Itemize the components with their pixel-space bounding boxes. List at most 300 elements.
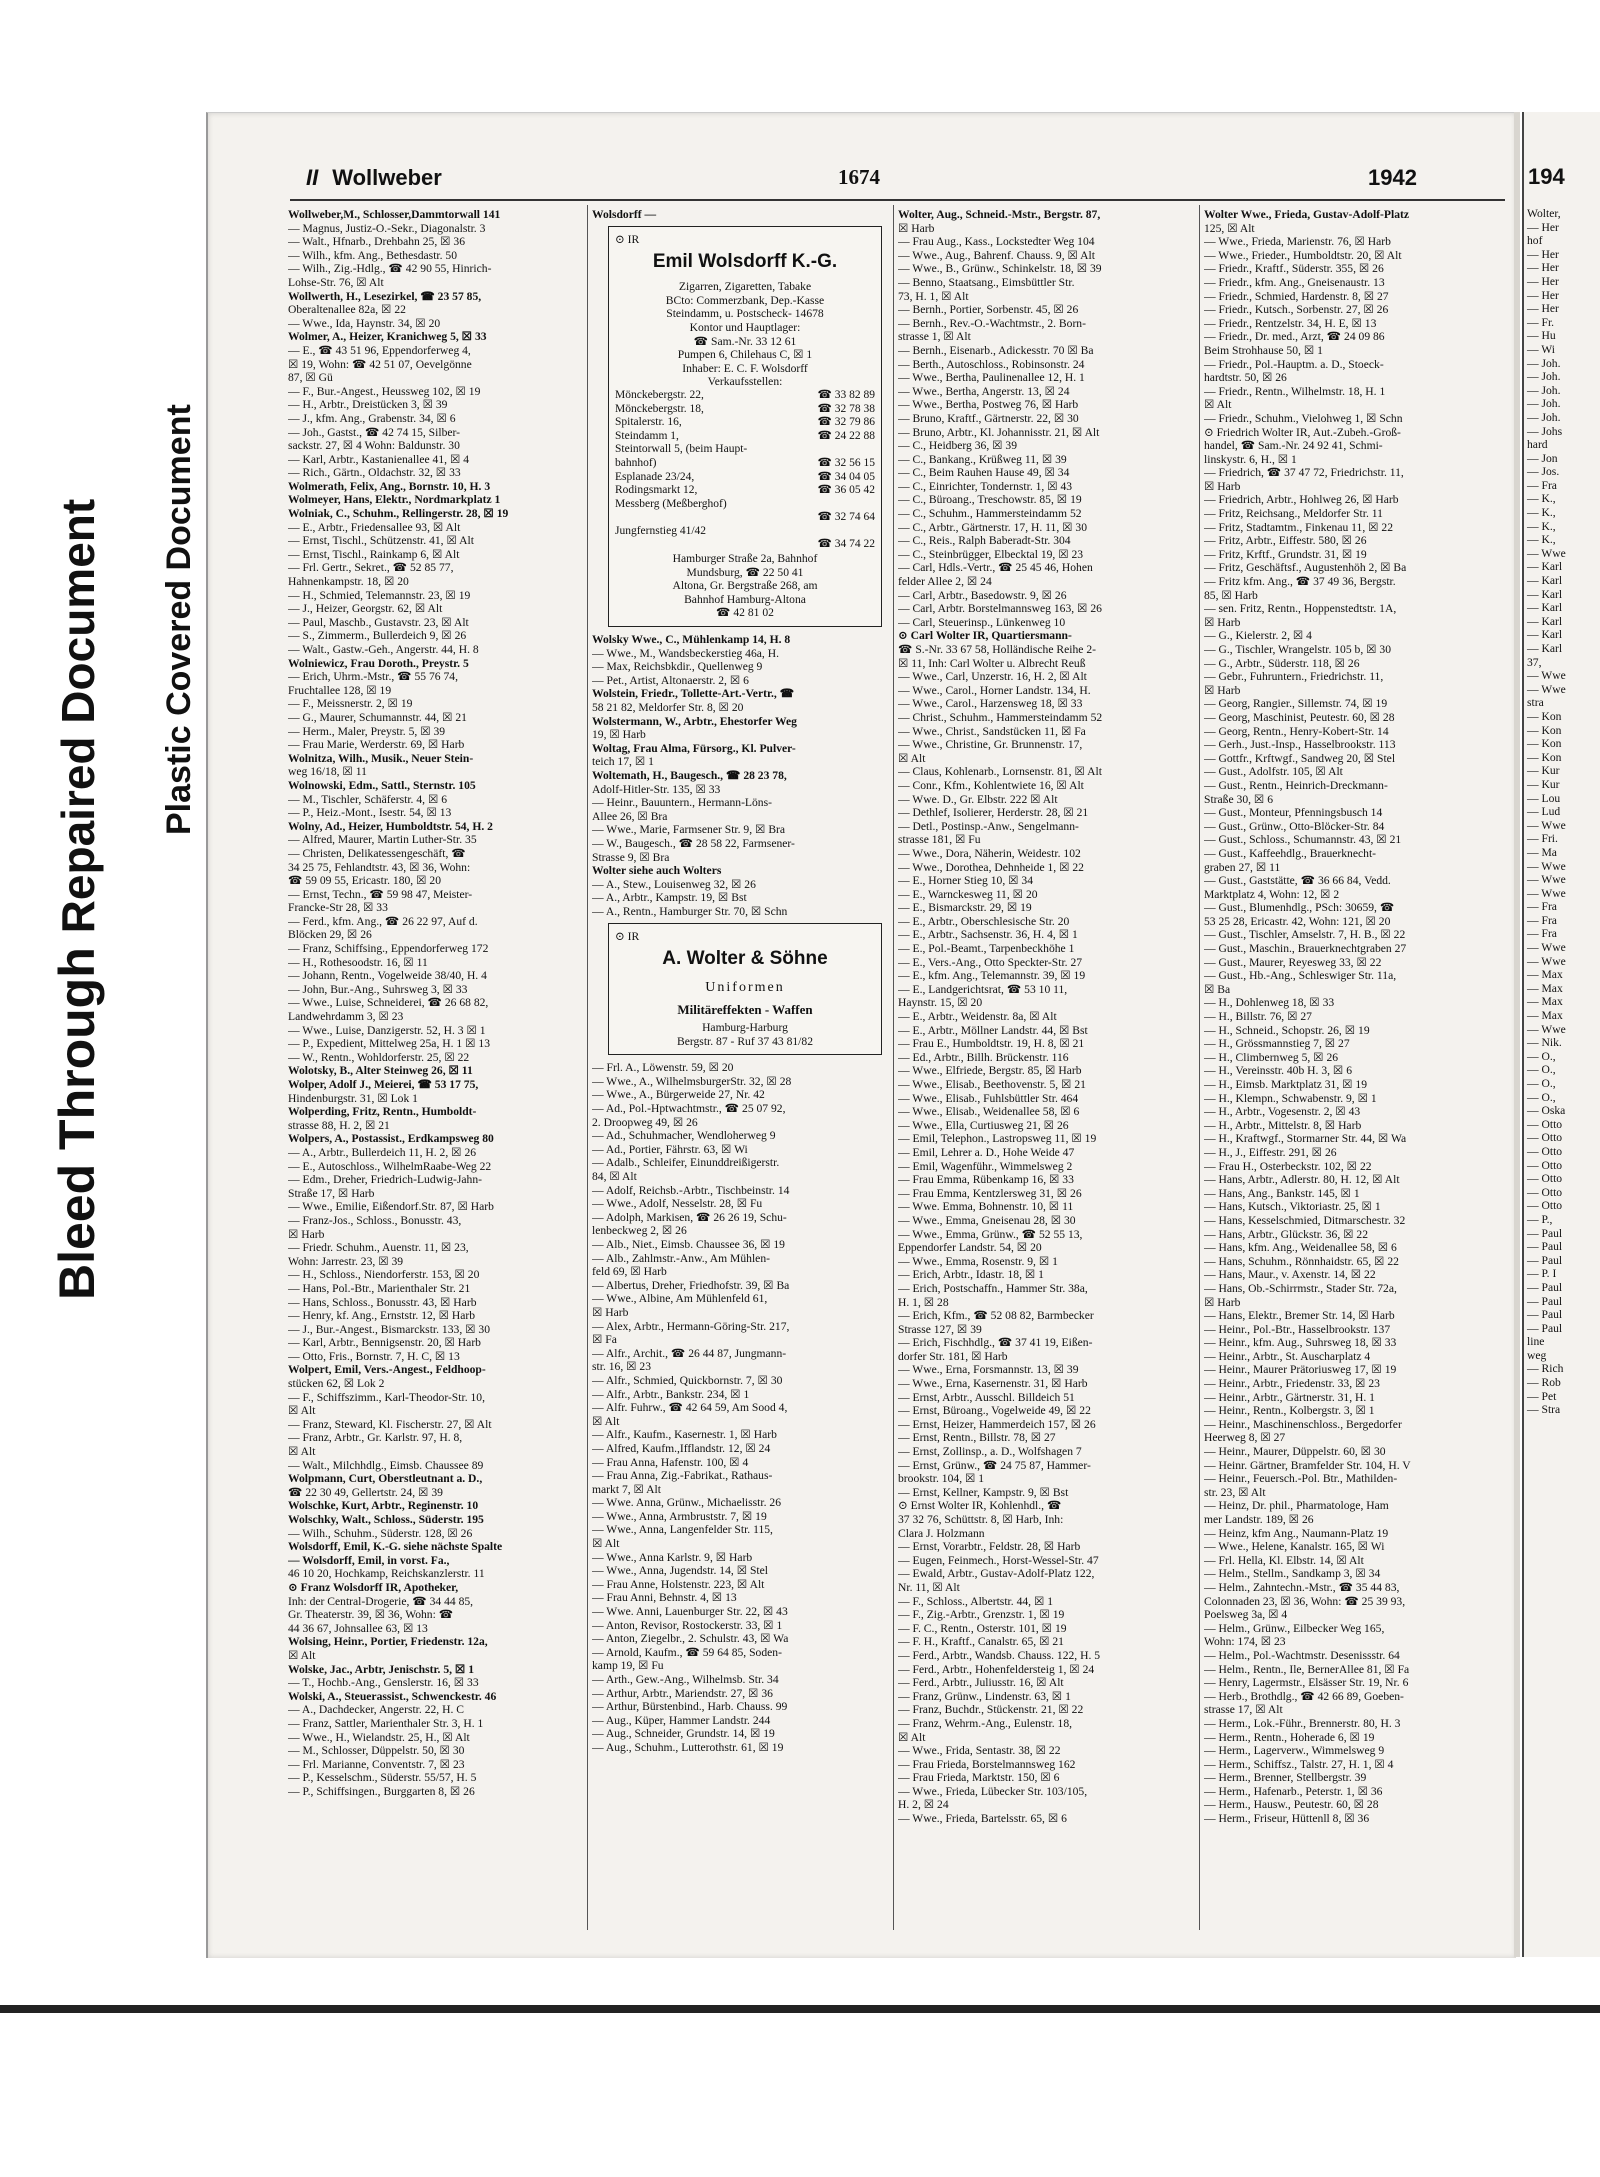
directory-entry: ☒ Harb [1204, 683, 1241, 697]
ad-stores [615, 389, 875, 552]
text-line: — Fra [1527, 913, 1557, 927]
directory-entry: — Henry, kf. Ang., Ernststr. 12, ☒ Harb [288, 1309, 476, 1323]
directory-entry: — Gust., Maurer, Reyesweg 33, ☒ 22 [1204, 955, 1382, 969]
text-line: stra [1527, 696, 1544, 710]
store-phone: ☎ 24 22 88 [817, 429, 875, 442]
text-line: — Wwe [1527, 669, 1566, 683]
directory-entry: — Hans, Schuhm., Rönnhaidstr. 65, ☒ 22 [1204, 1254, 1399, 1268]
page-edge [1514, 112, 1520, 1957]
directory-entry: — Wwe., Elisab., Weidenallee 58, ☒ 6 [898, 1105, 1080, 1119]
directory-entry: Gr. Theaterstr. 39, ☒ 36, Wohn: ☎ [288, 1608, 454, 1622]
directory-entry: — Friedr., Kutsch., Sorbenstr. 27, ☒ 26 [1204, 303, 1389, 317]
directory-entry: Beim Strohhause 50, ☒ 1 [1204, 343, 1323, 357]
directory-entry: markt 7, ☒ Alt [592, 1482, 662, 1496]
next-page-year: 194 [1528, 164, 1565, 189]
directory-entry: — Heinr., Bauuntern., Hermann-Löns- [592, 796, 772, 810]
directory-entry: — Aug., Schneider, Grundstr. 14, ☒ 19 [592, 1727, 775, 1741]
directory-entry: ☎ S.-Nr. 33 67 58, Holländische Reihe 2- [898, 643, 1096, 656]
directory-entry: — E., Horner Stieg 10, ☒ 34 [898, 874, 1034, 888]
directory-entry: — Gerh., Just.-Insp., Hasselbrookstr. 113 [1204, 738, 1396, 752]
directory-entry: ☒ Ba [1204, 982, 1231, 996]
directory-entry: Wolsky Wwe., C., Mühlenkamp 14, H. 8 [592, 633, 791, 647]
directory-entry: — Wwe., Emma, Grünw., ☎ 52 55 13, [898, 1227, 1083, 1241]
directory-entry: — Alfred, Maurer, Martin Luther-Str. 35 [288, 833, 477, 847]
text-line: — O., [1527, 1063, 1556, 1077]
directory-entry: — Wwe., Emma, Gneisenau 28, ☒ 30 [898, 1213, 1076, 1227]
directory-entry: — Heinr., Maurer, Düppelstr. 60, ☒ 30 [1204, 1445, 1386, 1459]
directory-entry: — H., Vereinsstr. 40b H. 3, ☒ 6 [1204, 1064, 1353, 1078]
directory-entry: Wolmer, A., Heizer, Kranichweg 5, ☒ 33 [288, 330, 487, 344]
directory-entry: — M., Schlosser, Düppelstr. 50, ☒ 30 [288, 1744, 465, 1758]
text-line: — Karl [1527, 574, 1563, 588]
directory-entry: — Walt., Hfnarb., Drehbahn 25, ☒ 36 [288, 235, 465, 249]
directory-entry: Wolotsky, B., Alter Steinweg 26, ☒ 11 [288, 1064, 473, 1078]
directory-entry: — F., Zig.-Arbtr., Grenzstr. 1, ☒ 19 [898, 1608, 1065, 1622]
directory-entry: — Bernh., Rev.-O.-Wachtmstr., 2. Born- [898, 316, 1086, 330]
directory-entry: ☒ 19, Wohn: ☎ 42 51 07, Oevelgönne [288, 357, 472, 371]
directory-entry: — Ernst, Zollinsp., a. D., Wolfshagen 7 [898, 1445, 1082, 1459]
directory-entry: — Wwe., Luise, Danzigerstr. 52, H. 3 ☒ 1 [288, 1023, 486, 1037]
text-line: — Hu [1527, 329, 1556, 343]
directory-entry: — Gottfr., Krftwgf., Sandweg 20, ☒ Stel [1204, 751, 1396, 765]
directory-entry: Hahnenkampstr. 18, ☒ 20 [288, 575, 409, 589]
directory-entry: Wolny, Ad., Heizer, Humboldtstr. 54, H. 2 [288, 819, 493, 833]
directory-entry: — Wwe., Frieda, Marienstr. 76, ☒ Harb [1204, 235, 1391, 249]
column-4 [1204, 208, 1509, 1933]
directory-entry: — Gust., Rentn., Heinrich-Dreckmann- [1204, 778, 1388, 792]
directory-entry: — Emil, Lehrer a. D., Hohe Weide 47 [898, 1145, 1075, 1159]
directory-entry: — Adolf, Reichsb.-Arbtr., Tischbeinstr. 14 [592, 1183, 790, 1197]
directory-entry: Poelsweg 3a, ☒ 4 [1204, 1608, 1288, 1622]
directory-entry: — J., kfm. Ang., Grabenstr. 34, ☒ 6 [288, 411, 456, 425]
directory-entry: strasse 1, ☒ Alt [898, 330, 971, 344]
directory-entry: — H., Arbtr., Vogesenstr. 2, ☒ 43 [1204, 1105, 1361, 1119]
directory-entry: — Gust., Monteur, Pfenningsbusch 14 [1204, 806, 1383, 820]
directory-entry: — Wwe., Emma, Rosenstr. 9, ☒ 1 [898, 1254, 1058, 1268]
directory-entry: — Fritz, Reichsang., Meldorfer Str. 11 [1204, 507, 1383, 521]
directory-entry: — Claus, Kohlenarb., Lornsenstr. 81, ☒ Alt [898, 765, 1102, 779]
directory-entry: — H., Grössmannstieg 7, ☒ 27 [1204, 1037, 1350, 1051]
directory-entry: — Herm., Hausw., Peutestr. 60, ☒ 28 [1204, 1798, 1379, 1812]
directory-entry: — Wwe., Aug., Bahrenf. Chauss. 9, ☒ Alt [898, 248, 1095, 262]
directory-entry: str. 23, ☒ Alt [1204, 1485, 1266, 1499]
directory-entry: ☒ Alt [288, 1648, 316, 1662]
directory-entry: — C., Beim Rauhen Hause 49, ☒ 34 [898, 466, 1070, 480]
store-phone: ☎ 32 74 64 [817, 511, 875, 524]
directory-entry: ☎ 59 09 55, Ericastr. 180, ☒ 20 [288, 874, 441, 888]
directory-entry: 37 32 76, Schüttstr. 8, ☒ Harb, Inh: [898, 1513, 1064, 1526]
plastic-covered-label: Plastic Covered Document [160, 404, 198, 835]
store-address: Spitalerstr. 16, [615, 416, 682, 429]
directory-entry: — Wilh., kfm. Ang., Bethesdastr. 50 [288, 248, 458, 262]
directory-entry: — H., Eimsb. Marktplatz 31, ☒ 19 [1204, 1078, 1368, 1091]
directory-entry: — Wwe., Bertha, Paulinenallee 12, H. 1 [898, 371, 1085, 385]
directory-entry: — Wwe., Frieder., Humboldtstr. 20, ☒ Alt [1204, 248, 1402, 262]
directory-entry: — Heinr., Pol.-Btr., Hasselbrookstr. 137 [1204, 1322, 1391, 1336]
directory-entry: 73, H. 1, ☒ Alt [898, 289, 969, 303]
directory-entry: — Franz, Grünw., Lindenstr. 63, ☒ 1 [898, 1689, 1071, 1703]
directory-entry: — Friedr. Schuhm., Auenstr. 11, ☒ 23, [288, 1241, 469, 1255]
directory-entry: — Friedr., Schuhm., Vielohweg 1, ☒ Schn [1204, 411, 1403, 425]
directory-entry: — Helm., Zahntechn.-Mstr., ☎ 35 44 83, [1204, 1580, 1400, 1594]
directory-entry: — Heinr., Feuersch.-Pol. Btr., Mathilden- [1204, 1472, 1398, 1486]
directory-entry: — Berth., Autoschloss., Robinsonstr. 24 [898, 357, 1085, 371]
directory-entry: — J., Bur.-Angest., Bismarckstr. 133, ☒ 30 [288, 1322, 491, 1336]
directory-entry: Strasse 127, ☒ 39 [898, 1322, 982, 1336]
directory-entry: strasse 17, ☒ Alt [1204, 1703, 1283, 1717]
directory-entry: — Arthur, Bürstenbind., Harb. Chauss. 99 [592, 1700, 788, 1714]
section-header [306, 165, 442, 191]
directory-entry: — Frl. Marianne, Conventstr. 7, ☒ 23 [288, 1757, 465, 1771]
directory-entry: — Conr., Kfm., Kohlentwiete 16, ☒ Alt [898, 778, 1084, 792]
text-line: Wolter, [1527, 207, 1561, 220]
ad-subtitle: Uniformen [705, 980, 785, 996]
directory-entry: — Ernst, Rentn., Billstr. 78, ☒ 27 [898, 1431, 1056, 1445]
directory-entry: Wolnitza, Wilh., Musik., Neuer Stein- [288, 751, 474, 765]
text-line: — Karl [1527, 642, 1563, 655]
directory-entry: Lohse-Str. 76, ☒ Alt [288, 275, 384, 289]
text-line: — K., [1527, 519, 1556, 533]
directory-entry: — Wwe., Anna Karlstr. 9, ☒ Harb [592, 1550, 753, 1564]
directory-entry: — H., Klempn., Schwabenstr. 9, ☒ 1 [1204, 1091, 1377, 1105]
directory-entry: ☒ Harb [1204, 615, 1241, 629]
text-line: — Kon [1527, 737, 1562, 751]
directory-entry: — Heinr., Arbtr., St. Auscharplatz 4 [1204, 1349, 1371, 1363]
directory-entry: — Henry, Lagermstr., Elsässer Str. 19, Nr. 6 [1204, 1676, 1409, 1690]
directory-entry: — Magnus, Justiz-O.-Sekr., Diagonalstr. 3 [288, 221, 486, 235]
directory-entry: weg 16/18, ☒ 11 [288, 765, 367, 779]
store-address: Mönckebergstr. 18, [615, 402, 704, 415]
text-line: — Lou [1527, 791, 1561, 805]
store-row [615, 416, 875, 430]
text-line: — Kur [1527, 777, 1560, 791]
text-line: — Her [1527, 220, 1559, 234]
text-line: hard [1527, 438, 1548, 452]
directory-entry: — Wwe., Erna, Kasernenstr. 31, ☒ Harb [898, 1377, 1088, 1391]
text-line: — Otto [1527, 1199, 1563, 1213]
text-line: — Max [1527, 968, 1563, 982]
directory-entry: — Frau Frieda, Marktstr. 150, ☒ 6 [898, 1771, 1060, 1785]
directory-entry: ☒ Harb [898, 221, 935, 235]
directory-entry: — Franz, Buchdr., Stückenstr. 21, ☒ 22 [898, 1703, 1084, 1717]
directory-entry: — Heinr., Arbtr., Friedenstr. 33, ☒ 23 [1204, 1377, 1380, 1391]
directory-entry: — Fritz, Arbtr., Eiffestr. 580, ☒ 26 [1204, 534, 1367, 548]
directory-entry: — Paul, Maschb., Gustavstr. 23, ☒ Alt [288, 615, 469, 629]
directory-entry: — Wilh., Schuhm., Süderstr. 128, ☒ 26 [288, 1526, 473, 1540]
text-line: Hamburger Straße 2a, Bahnhof [672, 552, 818, 566]
directory-entry: — Friedr., Rentn., Wilhelmstr. 18, H. 1 [1204, 384, 1386, 398]
directory-entry: — Adalb., Schleifer, Einunddreißigerstr. [592, 1156, 780, 1170]
text-line: Altona, Gr. Bergstraße 268, am [672, 579, 818, 593]
directory-entry: — E., Landgerichtsrat, ☎ 53 10 11, [898, 982, 1068, 996]
directory-entry: sackstr. 27, ☒ 4 Wohn: Baldunstr. 30 [288, 439, 460, 453]
repaired-document-text: Repaired Document [52, 498, 104, 934]
directory-entry: — Alb., Zahlmstr.-Anw., Am Mühlen- [592, 1251, 770, 1265]
directory-entry: — Frau Anne, Holstenstr. 223, ☒ Alt [592, 1577, 765, 1591]
text-line: — Kur [1527, 764, 1560, 778]
directory-entry: ☒ Harb [1204, 479, 1241, 493]
text-line: — K., [1527, 506, 1556, 520]
text-line: — Wwe [1527, 546, 1566, 560]
directory-entry: — Joh., Gastst., ☎ 42 74 15, Silber- [288, 425, 461, 439]
directory-entry: — H., Schmied, Telemannstr. 23, ☒ 19 [288, 588, 471, 602]
column-2 [592, 208, 888, 1933]
store-phone: ☎ 33 82 89 [817, 388, 875, 401]
store-row [615, 538, 875, 552]
directory-entry: Wolniak, C., Schuhm., Rellingerstr. 28, ☒ 19 [288, 507, 509, 521]
header-rule [290, 199, 1505, 201]
directory-entry: — Ad., Schuhmacher, Wendloherweg 9 [592, 1129, 776, 1143]
directory-entry: — Wwe., Marie, Farmsener Str. 9, ☒ Bra [592, 823, 786, 837]
directory-entry: — S., Zimmerm., Bullerdeich 9, ☒ 26 [288, 629, 467, 643]
store-row [615, 389, 875, 403]
text-line: — Rob [1527, 1376, 1561, 1390]
directory-entry: — Frau E., Humboldtstr. 19, H. 8, ☒ 21 [898, 1037, 1085, 1051]
directory-entry: Oberaltenallee 82a, ☒ 22 [288, 303, 406, 317]
directory-entry: Wolper, Adolf J., Meierei, ☎ 53 17 75, [288, 1078, 479, 1091]
ad-lines [615, 1021, 875, 1048]
directory-entry: — A., Arbtr., Kampstr. 19, ☒ Bst [592, 891, 747, 905]
directory-entry: Marktplatz 4, Wohn: 12, ☒ 2 [1204, 887, 1340, 901]
directory-entry: — Friedr., kfm. Ang., Gneisenaustr. 13 [1204, 275, 1385, 289]
text-line: — Johs [1527, 424, 1563, 438]
directory-entry: — F., Schiffszimm., Karl-Theodor-Str. 10, [288, 1390, 485, 1404]
directory-entry: — Max, Reichsbkdir., Quellenweg 9 [592, 660, 763, 674]
text-line: — O., [1527, 1090, 1556, 1104]
directory-entry: — Wwe., Bertha, Postweg 76, ☒ Harb [898, 398, 1079, 412]
text-line: — Wwe [1527, 941, 1566, 955]
directory-entry: Wolmeyer, Hans, Elektr., Nordmarkplatz 1 [288, 493, 501, 507]
directory-entry: — John, Bur.-Ang., Suhrsweg 3, ☒ 33 [288, 982, 468, 996]
directory-entry: — Wwe., Frida, Sentastr. 38, ☒ 22 [898, 1744, 1061, 1758]
directory-entry: — P., Kesselschm., Süderstr. 55/57, H. 5 [288, 1771, 477, 1785]
text-line: — Wwe [1527, 859, 1566, 873]
directory-entry: — Franz-Jos., Schloss., Bonusstr. 43, [288, 1213, 462, 1227]
directory-entry: — C., Einrichter, Tondernstr. 1, ☒ 43 [898, 479, 1073, 493]
directory-entry: — Alb., Niet., Eimsb. Chaussee 36, ☒ 19 [592, 1238, 785, 1251]
store-address: Steintorwall 5, (beim Haupt- [615, 443, 748, 456]
directory-entry: — Wwe., Anna, Langenfelder Str. 115, [592, 1523, 773, 1537]
directory-entry: — Ferd., Arbtr., Wandsb. Chauss. 122, H. 5 [898, 1648, 1101, 1662]
column-divider [587, 205, 588, 1930]
directory-entry: — H., Climbernweg 5, ☒ 26 [1204, 1050, 1339, 1064]
bleed-through-label [48, 499, 106, 1300]
directory-entry: Wohn: 174, ☒ 23 [1204, 1635, 1286, 1649]
directory-entry: — W., Baugesch., ☎ 28 58 22, Farmsener- [592, 836, 795, 850]
directory-entry: — Wwe., Dora, Näherin, Weidestr. 102 [898, 846, 1081, 860]
directory-entry: — Franz, Sattler, Marienthaler Str. 3, H. 1 [288, 1716, 484, 1730]
directory-entry: — Hans, Kesselschmied, Ditmarschestr. 32 [1204, 1213, 1406, 1227]
store-row [615, 525, 875, 539]
text-line: — Joh. [1527, 356, 1561, 370]
store-row [615, 430, 875, 444]
directory-entry: — Ernst, Tischl., Schützenstr. 41, ☒ Alt [288, 534, 474, 548]
directory-entry: Wolnowski, Edm., Sattl., Sternstr. 105 [288, 778, 476, 792]
store-row [615, 443, 875, 457]
directory-entry: Wollweber,M., Schlosser,Dammtorwall 141 [288, 208, 501, 221]
column-2-mid [592, 633, 888, 918]
directory-entry: — Heinr., kfm. Aug., Suhrsweg 18, ☒ 33 [1204, 1336, 1397, 1350]
directory-entry: stücken 62, ☒ Lok 2 [288, 1377, 385, 1391]
text-line: — Fri. [1527, 832, 1558, 846]
directory-entry: — Herm., Schiffsz., Talstr. 27, H. 1, ☒ 4 [1204, 1757, 1394, 1771]
directory-entry: ⊙ Friedrich Wolter IR, Aut.-Zubeh.-Groß- [1204, 425, 1401, 439]
text-line: — O., [1527, 1049, 1556, 1063]
directory-entry: Wolstermann, W., Arbtr., Ehestorfer Weg [592, 714, 797, 728]
directory-entry: Hindenburgstr. 31, ☒ Lok 1 [288, 1091, 418, 1105]
directory-entry: — Alfr., Archit., ☎ 26 44 87, Jungmann- [592, 1346, 787, 1360]
directory-entry: — Alfr., Kaufm., Kasernestr. 1, ☒ Harb [592, 1428, 777, 1442]
text-line: hof [1527, 234, 1543, 248]
text-line: — Paul [1527, 1240, 1563, 1254]
text-line: — Max [1527, 1009, 1563, 1023]
directory-entry: Wolsing, Heinr., Portier, Friedenstr. 12a, [288, 1635, 488, 1649]
text-line: — Otto [1527, 1131, 1563, 1145]
directory-entry: — Erich, Fischhdlg., ☎ 37 41 19, Eißen- [898, 1336, 1093, 1350]
directory-entry: — H., Dohlenweg 18, ☒ 33 [1204, 996, 1335, 1010]
directory-entry: — E., Arbtr., Friedensallee 93, ☒ Alt [288, 520, 461, 534]
directory-entry: — Franz, Wehrm.-Ang., Eulenstr. 18, [898, 1716, 1073, 1730]
directory-entry: — Adolph, Markisen, ☎ 26 26 19, Schu- [592, 1210, 787, 1224]
text-line: — Wwe [1527, 954, 1566, 968]
directory-entry: — Walt., Gastw.-Geh., Angerstr. 44, H. 8 [288, 643, 479, 656]
text-line: — Karl [1527, 628, 1563, 642]
directory-entry: — E., Warnckesweg 11, ☒ 20 [898, 887, 1038, 901]
directory-entry: — Wwe., Luise, Schneiderei, ☎ 26 68 82, [288, 996, 489, 1010]
directory-entry: brookstr. 104, ☒ 1 [898, 1472, 985, 1486]
directory-entry: — Frau Emma, Kentzlersweg 31, ☒ 26 [898, 1186, 1082, 1200]
ad-title: A. Wolter & Söhne [662, 948, 828, 970]
directory-entry: — A., Rentn., Hamburger Str. 70, ☒ Schn [592, 904, 788, 918]
directory-entry: — Johann, Rentn., Vogelweide 38/40, H. 4 [288, 969, 487, 983]
directory-entry: — Heinr., Arbtr., Gärtnerstr. 31, H. 1 [1204, 1390, 1375, 1404]
text-line: — Joh. [1527, 370, 1561, 384]
text-line: Mundsburg, ☎ 22 50 41 [686, 565, 804, 579]
directory-entry: ☒ 11, Inh: Carl Wolter u. Albrecht Reuß [898, 656, 1086, 670]
directory-entry: ☒ Alt [898, 751, 926, 765]
ad-tail [615, 552, 875, 620]
store-phone: ☎ 34 04 05 [817, 470, 875, 483]
directory-entry: — Ed., Arbtr., Billh. Brückenstr. 116 [898, 1050, 1069, 1064]
directory-entry: — Wwe., Christ., Sandstücken 11, ☒ Fa [898, 724, 1086, 738]
directory-entry: strasse 88, H. 2, ☒ 21 [288, 1118, 390, 1132]
directory-entry: — Helm., Pol.-Wachtmstr. Desenissstr. 64 [1204, 1648, 1400, 1662]
text-line: — Karl [1527, 587, 1563, 601]
ad-mark: ⊙ IR [615, 232, 640, 246]
directory-entry: — Wwe., Albine, Am Mühlenfeld 61, [592, 1292, 768, 1306]
text-line: — Karl [1527, 560, 1563, 574]
directory-entry: — Gust., Grünw., Otto-Blöcker-Str. 84 [1204, 819, 1385, 833]
text-line: 37, [1527, 655, 1542, 669]
directory-entry: Wolter Wwe., Frieda, Gustav-Adolf-Platz [1204, 208, 1410, 221]
directory-entry: ⊙ Franz Wolsdorff IR, Apotheker, [288, 1580, 459, 1594]
directory-entry: — Georg, Maschinist, Peutestr. 60, ☒ 28 [1204, 710, 1395, 724]
directory-entry: — Gust., Maschin., Brauerknechtgraben 27 [1204, 942, 1407, 956]
text-line: — Paul [1527, 1308, 1563, 1322]
store-address: bahnhof) [615, 456, 657, 469]
directory-entry: — Hans, Kutsch., Viktoriastr. 25, ☒ 1 [1204, 1200, 1381, 1214]
directory-entry: felder Allee 2, ☒ 24 [898, 575, 992, 589]
directory-entry: ☒ Alt [592, 1537, 620, 1551]
directory-entry: — Frau Anna, Zig.-Fabrikat., Rathaus- [592, 1469, 773, 1483]
text-line: — Fr. [1527, 315, 1555, 329]
directory-entry: — F. C., Rentn., Osterstr. 101, ☒ 19 [898, 1621, 1067, 1635]
directory-entry: Wolpert, Emil, Vers.-Angest., Feldhoop- [288, 1363, 486, 1377]
directory-entry: ☒ Harb [1204, 1295, 1241, 1309]
store-address: Esplanade 23/24, [615, 470, 695, 483]
directory-entry: Wolske, Jac., Arbtr, Jenischstr. 5, ☒ 1 [288, 1662, 475, 1676]
directory-entry: — Frau Anna, Hafenstr. 100, ☒ 4 [592, 1455, 749, 1469]
text-line: — Wwe [1527, 818, 1566, 832]
directory-entry: — Friedr., Kraftf., Süderstr. 355, ☒ 26 [1204, 262, 1384, 276]
store-phone: ☎ 32 79 86 [817, 416, 875, 429]
directory-entry: Nr. 11, ☒ Alt [898, 1580, 960, 1594]
directory-entry: — Wwe., Frieda, Bartelsstr. 65, ☒ 6 [898, 1812, 1067, 1826]
directory-entry: — Eugen, Feinmech., Horst-Wessel-Str. 47 [898, 1553, 1099, 1567]
directory-entry: — Bruno, Kraftf., Gärtnerstr. 22, ☒ 30 [898, 411, 1079, 425]
directory-entry: kamp 19, ☒ Fu [592, 1659, 664, 1673]
directory-entry: — sen. Fritz, Rentn., Hoppenstedtstr. 1A, [1204, 602, 1397, 616]
bleed-through-text: Bleed Through [49, 947, 105, 1300]
directory-entry: — Frau Aug., Kass., Lockstedter Weg 104 [898, 235, 1095, 249]
store-row [615, 471, 875, 485]
text-line: — Rich [1527, 1362, 1564, 1376]
advertisement-a-wolter [608, 923, 882, 1056]
directory-entry: — Carl, Arbtr., Basedowstr. 9, ☒ 26 [898, 588, 1067, 602]
directory-entry: — C., Steinbrügger, Elbecktal 19, ☒ 23 [898, 547, 1084, 561]
directory-entry: — Ernst, Büroang., Vogelweide 49, ☒ 22 [898, 1404, 1091, 1418]
ad-lines [615, 280, 875, 389]
directory-entry: — Erich, Kfm., ☎ 52 08 82, Barmbecker [898, 1309, 1094, 1323]
directory-entry: — Wwe., Carol., Horner Landstr. 134, H. [898, 683, 1091, 697]
directory-entry: lenbeckweg 2, ☒ 26 [592, 1224, 687, 1238]
directory-entry: — Alfr., Schmied, Quickbornstr. 7, ☒ 30 [592, 1373, 783, 1387]
directory-entry: — Wwe., A., Bürgerweide 27, Nr. 42 [592, 1088, 765, 1102]
text-line: — Joh. [1527, 397, 1561, 411]
directory-entry: Fruchtallee 128, ☒ 19 [288, 683, 392, 697]
directory-entry: — A., Dachdecker, Angerstr. 22, H. C [288, 1703, 464, 1717]
directory-entry: — Christ., Schuhm., Hammersteindamm 52 [898, 710, 1103, 724]
directory-entry: — A., Stew., Louisenweg 32, ☒ 26 [592, 877, 756, 891]
directory-entry: — Wwe., Frieda, Lübecker Str. 103/105, [898, 1784, 1088, 1798]
directory-entry: — G., Maurer, Schumannstr. 44, ☒ 21 [288, 710, 467, 724]
text-line: — Max [1527, 981, 1563, 995]
directory-entry: feld 69, ☒ Harb [592, 1265, 667, 1279]
directory-entry: — Ferd., Arbtr., Hohenfeldersteig 1, ☒ 24 [898, 1662, 1095, 1676]
ad-mark: ⊙ IR [615, 929, 640, 943]
directory-entry: — Gust., Schloss., Schumannstr. 43, ☒ 21 [1204, 833, 1402, 847]
directory-entry: — Heinr., Maschinenschloss., Bergedorfer [1204, 1417, 1402, 1431]
directory-entry: Wolpmann, Curt, Oberstleutnant a. D., [288, 1472, 483, 1486]
directory-entry: — Wwe., Anna, Jugendstr. 14, ☒ Stel [592, 1564, 769, 1578]
store-address: Mönckebergstr. 22, [615, 388, 704, 401]
directory-entry: H. 1, ☒ 28 [898, 1295, 949, 1309]
directory-entry: — Wwe., Carl, Unzerstr. 16, H. 2, ☒ Alt [898, 670, 1087, 684]
directory-entry: Straße 17, ☒ Harb [288, 1186, 375, 1200]
directory-entry: ☒ Alt [288, 1445, 316, 1459]
text-line: — Wwe [1527, 886, 1566, 900]
directory-entry: — P., Schiffsingen., Burggarten 8, ☒ 26 [288, 1784, 475, 1798]
text-line: — Joh. [1527, 383, 1561, 397]
directory-entry: — E., Autoschloss., WilhelmRaabe-Weg 22 [288, 1159, 492, 1173]
directory-entry: — F., Meissnerstr. 2, ☒ 19 [288, 697, 413, 711]
directory-entry: — Arnold, Kaufm., ☎ 59 64 85, Soden- [592, 1645, 782, 1659]
directory-entry: — Friedr., Pol.-Hauptm. a. D., Stoeck- [1204, 357, 1384, 371]
text-line: — Nik. [1527, 1036, 1562, 1050]
ad-title: Emil Wolsdorff K.-G. [652, 251, 838, 273]
directory-entry: — C., Arbtr., Gärtnerstr. 17, H. 11, ☒ 30 [898, 520, 1088, 534]
text-line: — Otto [1527, 1144, 1563, 1158]
